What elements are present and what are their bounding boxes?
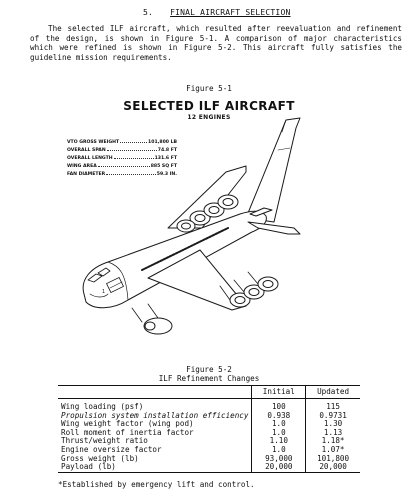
initial-value: 1.0 bbox=[252, 429, 306, 438]
initial-value: 1.0 bbox=[252, 420, 306, 429]
initial-value: 1.0 bbox=[252, 446, 306, 455]
spec-row bbox=[67, 171, 177, 179]
table-row bbox=[58, 399, 360, 412]
updated-value: 1.13 bbox=[306, 429, 360, 438]
table-header-row bbox=[58, 386, 360, 399]
leader-dots bbox=[107, 147, 157, 151]
section-heading bbox=[143, 8, 290, 17]
figure-5-1-label: Figure 5-1 bbox=[186, 84, 232, 93]
initial-value: 0.938 bbox=[252, 412, 306, 421]
refinement-changes-table bbox=[58, 385, 360, 473]
spec-value: 74.8 FT bbox=[157, 148, 177, 154]
spec-row bbox=[67, 147, 177, 155]
spec-label: OVERALL SPAN bbox=[67, 148, 106, 154]
updated-value: 0.9731 bbox=[306, 412, 360, 421]
initial-value: 100 bbox=[252, 399, 306, 412]
column-header bbox=[58, 386, 252, 399]
spec-row bbox=[67, 139, 177, 147]
section-number: 5. bbox=[143, 8, 154, 17]
figure-5-2-caption: ILF Refinement Changes bbox=[158, 374, 260, 383]
updated-value: 1.30 bbox=[306, 420, 360, 429]
row-label: Wing loading (psf) bbox=[61, 402, 144, 411]
row-label: Roll moment of inertia factor bbox=[61, 427, 194, 437]
spec-label: FAN DIAMETER bbox=[67, 172, 106, 178]
updated-value: 115 bbox=[306, 399, 360, 412]
leader-dots bbox=[98, 163, 150, 167]
spec-value: 101,800 LB bbox=[148, 140, 177, 145]
row-label: Engine oversize factor bbox=[61, 444, 162, 454]
row-label: Propulsion system installation efficiency bbox=[61, 410, 249, 420]
aircraft-number: 1 bbox=[102, 289, 106, 295]
fuselage-pod-engines bbox=[132, 304, 172, 334]
table-row bbox=[58, 463, 360, 472]
spec-value: 59.3 IN. bbox=[156, 172, 177, 178]
initial-value: 20,000 bbox=[252, 463, 306, 472]
column-header-updated: Updated bbox=[306, 386, 360, 399]
row-label: Thrust/weight ratio bbox=[61, 436, 148, 446]
intro-paragraph: The selected ILF aircraft, which resulted after reevaluation and refinement of the design, is shown in Figure 5-1. A comparison of major characteristics which were refined is shown in Figure 5-2. This aircraft fully satisfies the guideline mission requirements. bbox=[30, 24, 402, 62]
section-title: FINAL AIRCRAFT SELECTION bbox=[170, 8, 291, 17]
vertical-tail bbox=[246, 118, 300, 222]
spec-row bbox=[67, 163, 177, 171]
spec-label: OVERALL LENGTH bbox=[67, 156, 113, 162]
spec-value: 131.6 FT bbox=[154, 156, 177, 162]
row-label: Wing weight factor (wing pod) bbox=[61, 419, 194, 429]
spec-label: VTO GROSS WEIGHT bbox=[67, 140, 120, 145]
figure-5-2-label: Figure 5-2 bbox=[186, 365, 232, 374]
aircraft-specs bbox=[67, 139, 177, 179]
aircraft-figure-title: SELECTED ILF AIRCRAFT bbox=[123, 99, 295, 113]
updated-value: 101,800 bbox=[306, 455, 360, 464]
initial-value: 93,000 bbox=[252, 455, 306, 464]
initial-value: 1.10 bbox=[252, 437, 306, 446]
updated-value: 1.07* bbox=[306, 446, 360, 455]
leader-dots bbox=[120, 139, 147, 143]
spec-label: WING AREA bbox=[67, 164, 97, 170]
leader-dots bbox=[106, 171, 156, 175]
leader-dots bbox=[114, 155, 154, 159]
updated-value: 20,000 bbox=[306, 463, 360, 472]
spec-row bbox=[67, 155, 177, 163]
updated-value: 1.18* bbox=[306, 437, 360, 446]
column-header-initial: Initial bbox=[252, 386, 306, 399]
row-label: Payload (lb) bbox=[58, 463, 252, 472]
row-label: Gross weight (lb) bbox=[61, 453, 139, 463]
table-footnote: *Established by emergency lift and control. bbox=[58, 480, 255, 489]
spec-value: 885 SQ FT bbox=[150, 164, 177, 170]
aircraft-figure-subtitle: 12 ENGINES bbox=[187, 114, 231, 121]
